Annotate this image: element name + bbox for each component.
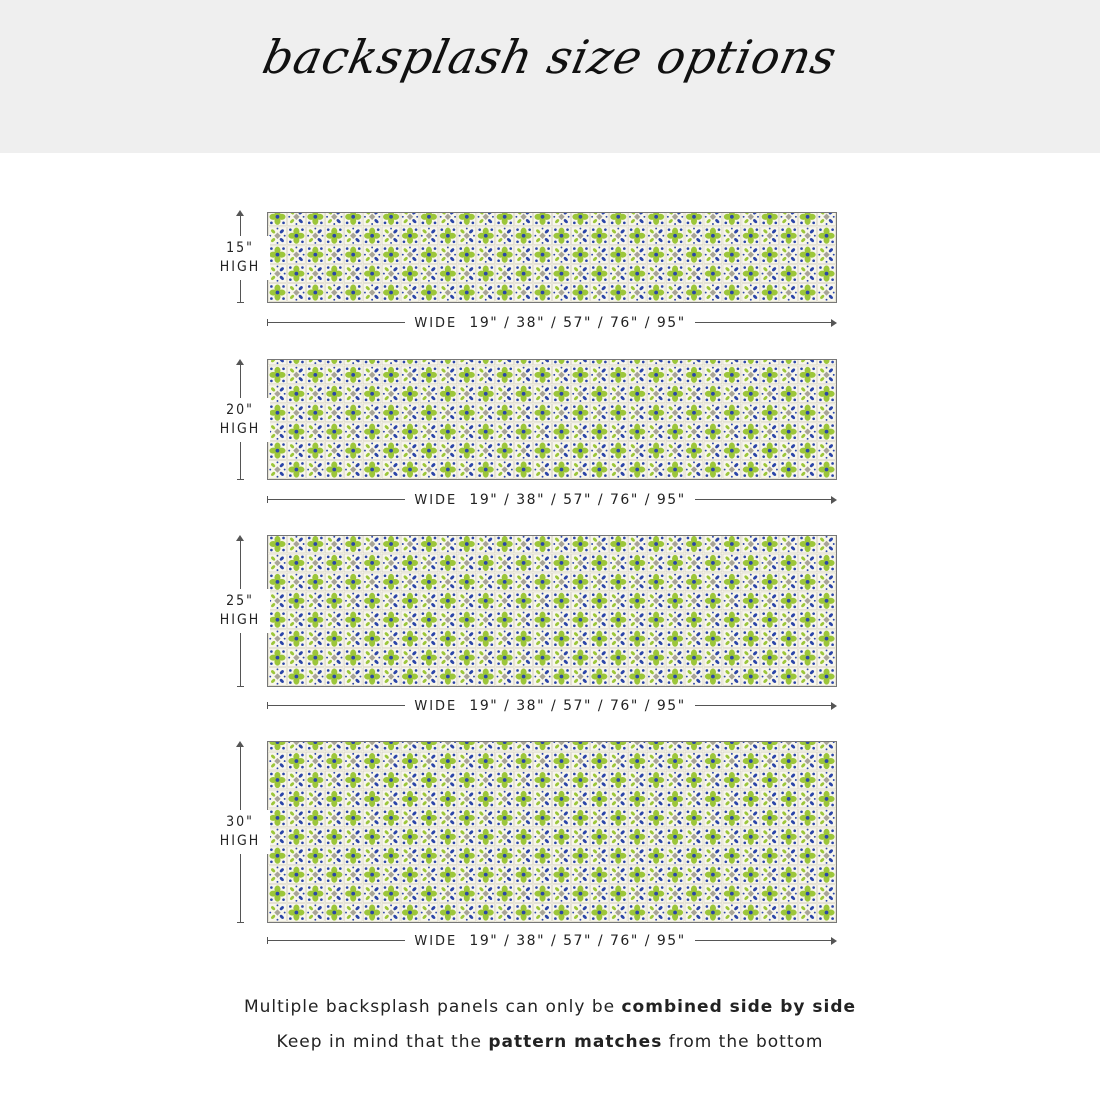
height-value: 30" xyxy=(226,814,254,830)
tile-pattern xyxy=(268,360,836,479)
width-values: 19" / 38" / 57" / 76" / 95" xyxy=(469,698,686,714)
header-banner xyxy=(0,0,1100,153)
width-prefix: WIDE xyxy=(414,699,458,714)
panel-20-high xyxy=(267,359,837,480)
note-emphasis: pattern matches xyxy=(488,1032,663,1052)
width-values: 19" / 38" / 57" / 76" / 95" xyxy=(469,933,686,949)
arrow-right-icon xyxy=(831,319,837,327)
arrow-right-icon xyxy=(831,702,837,710)
height-label xyxy=(210,236,270,280)
height-unit: HIGH xyxy=(219,833,261,849)
height-unit: HIGH xyxy=(219,259,261,275)
width-label xyxy=(405,492,695,509)
height-label xyxy=(210,398,270,442)
note-text: Keep in mind that the xyxy=(276,1032,489,1052)
note-emphasis: combined side by side xyxy=(621,997,857,1017)
height-value: 15" xyxy=(226,240,254,256)
note-pattern-matches xyxy=(0,1032,1100,1052)
height-unit: HIGH xyxy=(219,421,261,437)
height-value: 25" xyxy=(226,593,254,609)
arrow-right-icon xyxy=(831,496,837,504)
width-label xyxy=(405,933,695,950)
panel-25-high xyxy=(267,535,837,687)
width-values: 19" / 38" / 57" / 76" / 95" xyxy=(469,315,686,331)
width-label xyxy=(405,315,695,332)
tile-pattern xyxy=(268,536,836,686)
tile-pattern xyxy=(268,213,836,302)
note-text: Multiple backsplash panels can only be xyxy=(243,997,622,1017)
note-text-after: from the bottom xyxy=(662,1032,824,1052)
tile-pattern xyxy=(268,742,836,922)
width-prefix: WIDE xyxy=(414,934,458,949)
height-dimension-cap xyxy=(237,922,244,923)
height-dimension-cap xyxy=(237,479,244,480)
arrow-right-icon xyxy=(831,937,837,945)
page-title: backsplash size options xyxy=(258,30,842,84)
height-value: 20" xyxy=(226,402,254,418)
panel-15-high xyxy=(267,212,837,303)
note-combined-side-by-side xyxy=(0,997,1100,1017)
height-dimension-cap xyxy=(237,686,244,687)
width-values: 19" / 38" / 57" / 76" / 95" xyxy=(469,492,686,508)
height-label xyxy=(210,810,270,854)
width-prefix: WIDE xyxy=(414,493,458,508)
height-label xyxy=(210,589,270,633)
width-prefix: WIDE xyxy=(414,316,458,331)
width-label xyxy=(405,698,695,715)
panel-30-high xyxy=(267,741,837,923)
height-dimension-cap xyxy=(237,302,244,303)
height-unit: HIGH xyxy=(219,612,261,628)
